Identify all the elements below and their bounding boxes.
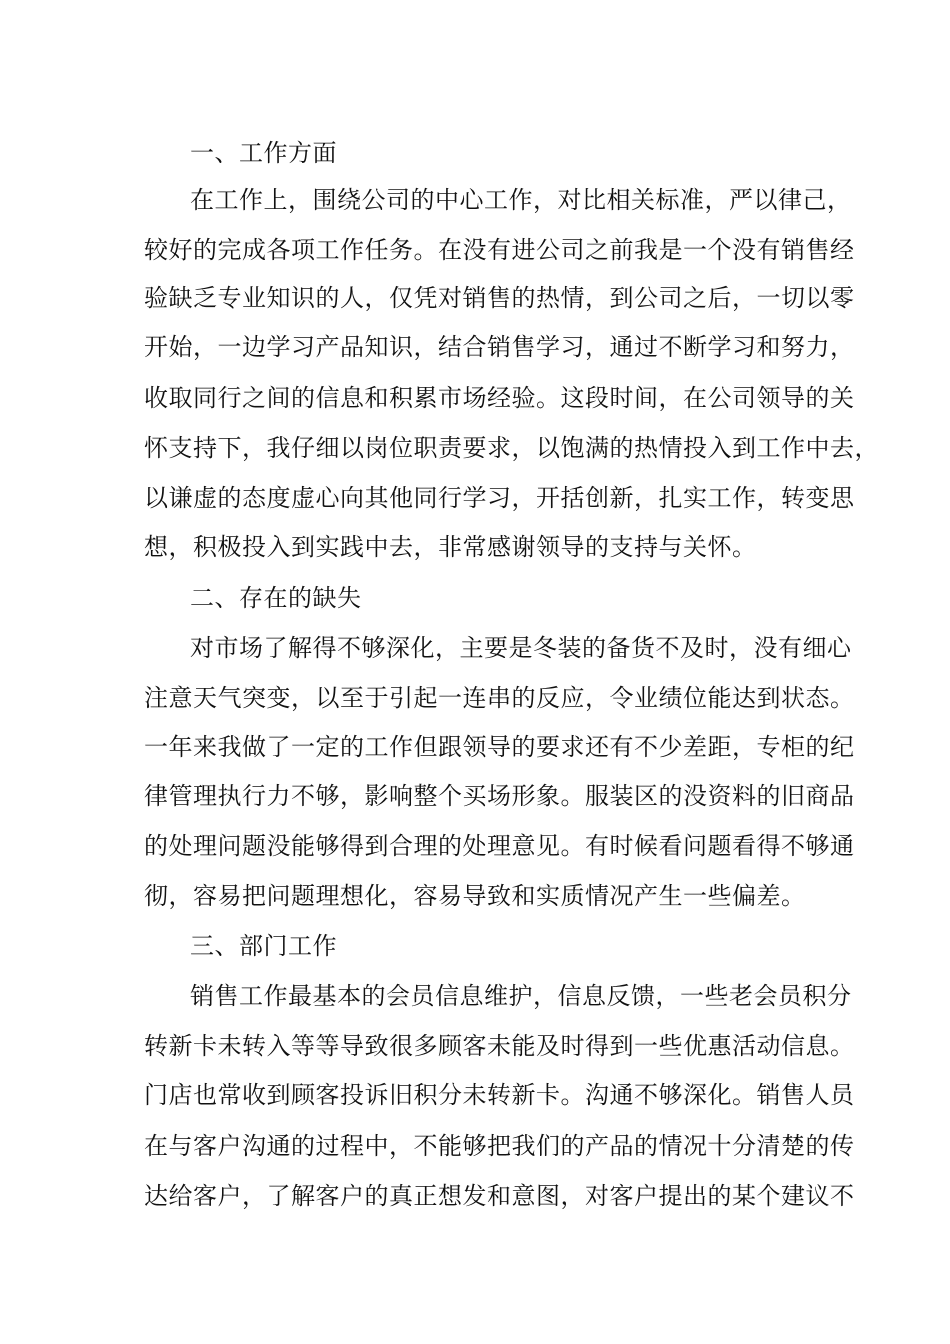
paragraph-line: 门店也常收到顾客投诉旧积分未转新卡。沟通不够深化。销售人员 (144, 1081, 855, 1109)
paragraph-line: 注意天气突变，以至于引起一连串的反应，令业绩位能达到状态。 (144, 684, 855, 712)
paragraph-line: 在工作上，围绕公司的中心工作，对比相关标准，严以律己， (190, 186, 852, 214)
paragraph-line: 开始，一边学习产品知识，结合销售学习，通过不断学习和努力， (144, 333, 855, 361)
section-heading-2: 二、存在的缺失 (190, 584, 362, 612)
paragraph-line: 在与客户沟通的过程中，不能够把我们的产品的情况十分清楚的传 (144, 1132, 855, 1160)
paragraph-line: 销售工作最基本的会员信息维护，信息反馈，一些老会员积分 (190, 982, 852, 1010)
paragraph-line: 验缺乏专业知识的人，仅凭对销售的热情，到公司之后，一切以零 (144, 284, 855, 312)
paragraph-line: 较好的完成各项工作任务。在没有进公司之前我是一个没有销售经 (144, 236, 855, 264)
paragraph-line: 彻，容易把问题理想化，容易导致和实质情况产生一些偏差。 (144, 882, 806, 910)
paragraph-line: 的处理问题没能够得到合理的处理意见。有时候看问题看得不够通 (144, 832, 855, 860)
paragraph-line: 转新卡未转入等等导致很多顾客未能及时得到一些优惠活动信息。 (144, 1032, 855, 1060)
paragraph-line: 想，积极投入到实践中去，非常感谢领导的支持与关怀。 (144, 533, 757, 561)
paragraph-line: 律管理执行力不够，影响整个买场形象。服装区的没资料的旧商品 (144, 782, 855, 810)
section-heading-1: 一、工作方面 (190, 139, 337, 167)
section-heading-3: 三、部门工作 (190, 932, 337, 960)
paragraph-line: 对市场了解得不够深化，主要是冬装的备货不及时，没有细心 (190, 634, 852, 662)
paragraph-line: 以谦虚的态度虚心向其他同行学习，开括创新，扎实工作，转变思 (144, 484, 855, 512)
paragraph-line: 达给客户，了解客户的真正想发和意图，对客户提出的某个建议不 (144, 1182, 855, 1210)
paragraph-line: 一年来我做了一定的工作但跟领导的要求还有不少差距，专柜的纪 (144, 733, 855, 761)
paragraph-line: 收取同行之间的信息和积累市场经验。这段时间，在公司领导的关 (144, 384, 855, 412)
paragraph-line: 怀支持下，我仔细以岗位职责要求，以饱满的热情投入到工作中去， (144, 434, 879, 462)
